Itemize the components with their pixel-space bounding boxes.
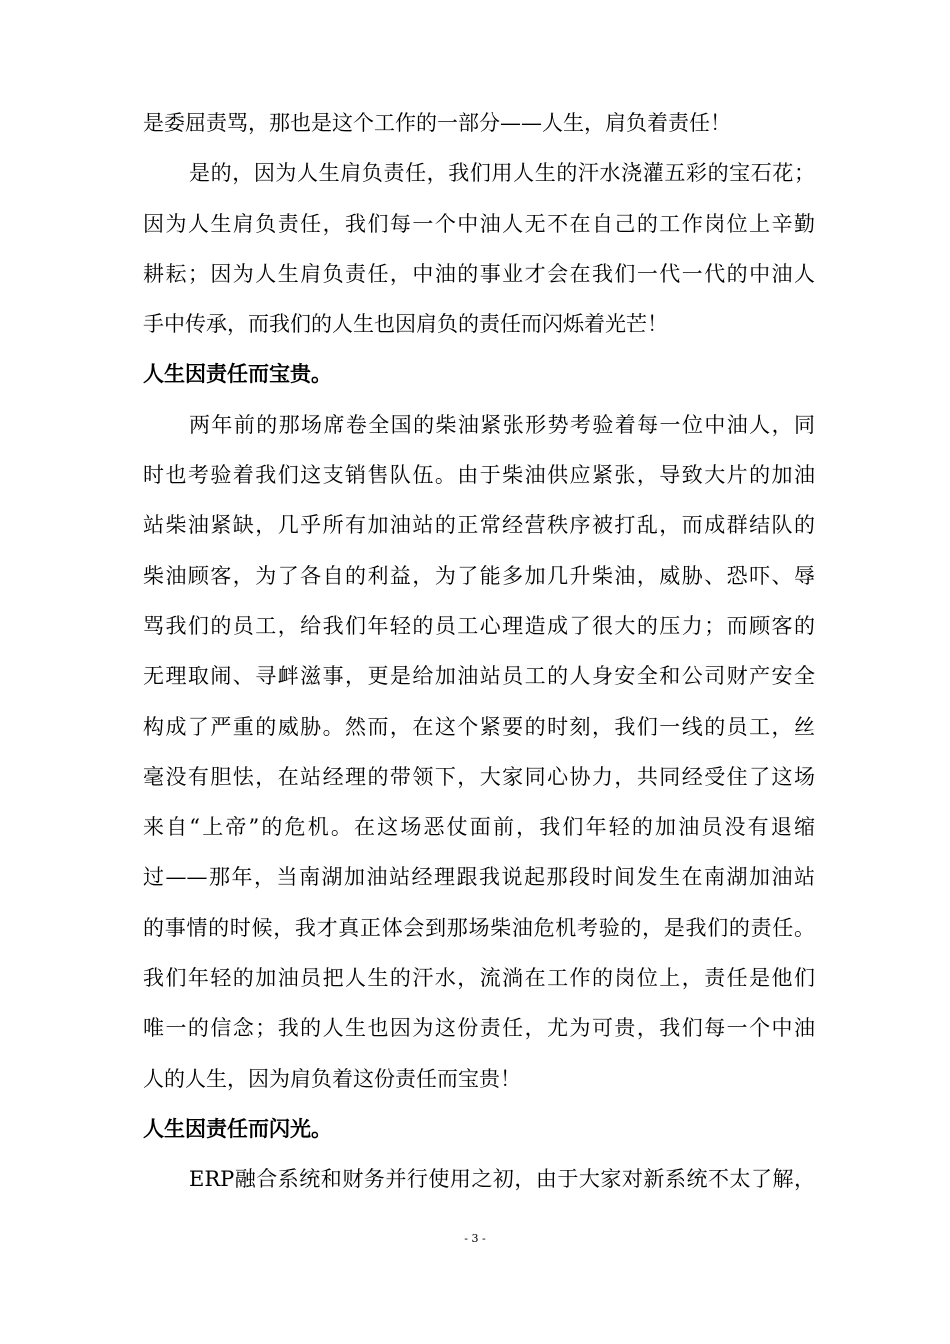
section-heading: 人生因责任而宝贵。 [143, 361, 332, 387]
text-line: 我们年轻的加油员把人生的汗水，流淌在工作的岗位上，责任是他们 [143, 966, 815, 991]
text-line: 骂我们的员工，给我们年轻的员工心理造成了很大的压力；而顾客的 [143, 613, 815, 638]
text-line: 站柴油紧缺，几乎所有加油站的正常经营秩序被打乱，而成群结队的 [143, 513, 815, 538]
section-heading: 人生因责任而闪光。 [143, 1115, 332, 1141]
text-line: 时也考验着我们这支销售队伍。由于柴油供应紧张，导致大片的加油 [143, 463, 815, 488]
text-line: 是委屈责骂，那也是这个工作的一部分——人生，肩负着责任！ [143, 111, 731, 135]
text-line: 来自“上帝”的危机。在这场恶仗面前，我们年轻的加油员没有退缩 [143, 815, 815, 840]
page-number: - 3 - [464, 1232, 486, 1245]
text-line: 唯一的信念；我的人生也因为这份责任，尤为可贵，我们每一个中油 [143, 1016, 815, 1041]
text-line: 手中传承，而我们的人生也因肩负的责任而闪烁着光芒！ [143, 312, 668, 337]
document-body [143, 98, 815, 1205]
text-line: 两年前的那场席卷全国的柴油紧张形势考验着每一位中油人，同 [189, 412, 815, 437]
text-line: 构成了严重的威胁。然而，在这个紧要的时刻，我们一线的员工，丝 [143, 714, 815, 739]
text-line: 是的，因为人生肩负责任，我们用人生的汗水浇灌五彩的宝石花； [189, 161, 815, 186]
text-line: 人的人生，因为肩负着这份责任而宝贵！ [143, 1066, 521, 1091]
text-line: 毫没有胆怯，在站经理的带领下，大家同心协力，共同经受住了这场 [143, 764, 815, 789]
text-line: 的事情的时候，我才真正体会到那场柴油危机考验的，是我们的责任。 [143, 915, 815, 940]
text-line: ERP融合系统和财务并行使用之初，由于大家对新系统不太了解， [189, 1167, 815, 1192]
text-line: 因为人生肩负责任，我们每一个中油人无不在自己的工作岗位上辛勤 [143, 211, 815, 236]
text-line: 无理取闹、寻衅滋事，更是给加油站员工的人身安全和公司财产安全 [143, 664, 815, 689]
text-line: 过——那年，当南湖加油站经理跟我说起那段时间发生在南湖加油站 [143, 865, 815, 890]
text-line: 柴油顾客，为了各自的利益，为了能多加几升柴油，威胁、恐吓、辱 [143, 563, 815, 588]
text-line: 耕耘；因为人生肩负责任，中油的事业才会在我们一代一代的中油人 [143, 261, 815, 286]
